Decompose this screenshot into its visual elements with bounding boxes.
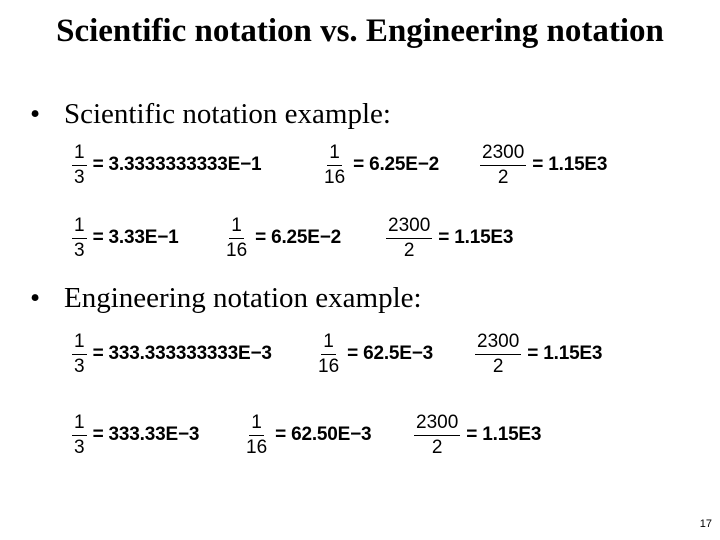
numerator: 1	[327, 142, 342, 166]
denominator: 3	[74, 239, 85, 261]
equation	[480, 140, 607, 190]
denominator: 2	[403, 239, 415, 261]
fraction	[475, 331, 521, 378]
bullet-marker: •	[30, 282, 41, 314]
equation	[72, 140, 261, 190]
fraction	[72, 412, 87, 459]
fraction	[244, 412, 269, 459]
fraction	[72, 142, 87, 189]
equation	[72, 329, 272, 379]
numerator: 2300	[475, 331, 521, 355]
equation-result: = 1.15E3	[532, 154, 608, 175]
denominator: 16	[324, 166, 346, 188]
equation-result: = 62.5E−3	[347, 343, 434, 364]
section-heading-text: Engineering notation example:	[64, 282, 422, 314]
numerator: 1	[72, 412, 87, 436]
numerator: 1	[321, 331, 336, 355]
equation-result: = 3.33E−1	[92, 227, 179, 248]
equation	[414, 410, 541, 460]
equation	[72, 213, 178, 263]
denominator: 16	[318, 355, 340, 377]
equation-result: = 6.25E−2	[255, 227, 342, 248]
equation	[224, 213, 341, 263]
equation	[475, 329, 602, 379]
equation	[316, 329, 433, 379]
fraction	[480, 142, 526, 189]
denominator: 16	[226, 239, 248, 261]
fraction	[386, 215, 432, 262]
equation-result: = 333.333333333E−3	[92, 343, 272, 364]
numerator: 1	[229, 215, 244, 239]
denominator: 2	[497, 166, 509, 188]
equation-result: = 1.15E3	[527, 343, 603, 364]
fraction	[316, 331, 341, 378]
numerator: 1	[72, 331, 87, 355]
fraction	[322, 142, 347, 189]
equation-result: = 62.50E−3	[275, 424, 372, 445]
equation	[322, 140, 439, 190]
slide-title: Scientific notation vs. Engineering notation	[56, 13, 664, 49]
numerator: 2300	[386, 215, 432, 239]
numerator: 1	[72, 142, 87, 166]
equation	[386, 213, 513, 263]
equation-result: = 6.25E−2	[353, 154, 440, 175]
equation	[72, 410, 199, 460]
denominator: 2	[492, 355, 504, 377]
denominator: 3	[74, 436, 85, 458]
numerator: 2300	[480, 142, 526, 166]
fraction	[224, 215, 249, 262]
numerator: 1	[72, 215, 87, 239]
section-heading-scientific	[30, 96, 391, 132]
denominator: 3	[74, 355, 85, 377]
fraction	[72, 331, 87, 378]
equation-result: = 3.3333333333E−1	[92, 154, 262, 175]
equation	[244, 410, 371, 460]
equation-result: = 333.33E−3	[92, 424, 200, 445]
numerator: 1	[249, 412, 264, 436]
equation-result: = 1.15E3	[466, 424, 542, 445]
equation-result: = 1.15E3	[438, 227, 514, 248]
denominator: 2	[431, 436, 443, 458]
fraction	[72, 215, 87, 262]
section-heading-engineering	[30, 280, 422, 316]
section-heading-text: Scientific notation example:	[64, 98, 391, 130]
slide-number: 17	[699, 518, 712, 530]
denominator: 3	[74, 166, 85, 188]
numerator: 2300	[414, 412, 460, 436]
denominator: 16	[246, 436, 268, 458]
bullet-marker: •	[30, 98, 41, 130]
fraction	[414, 412, 460, 459]
